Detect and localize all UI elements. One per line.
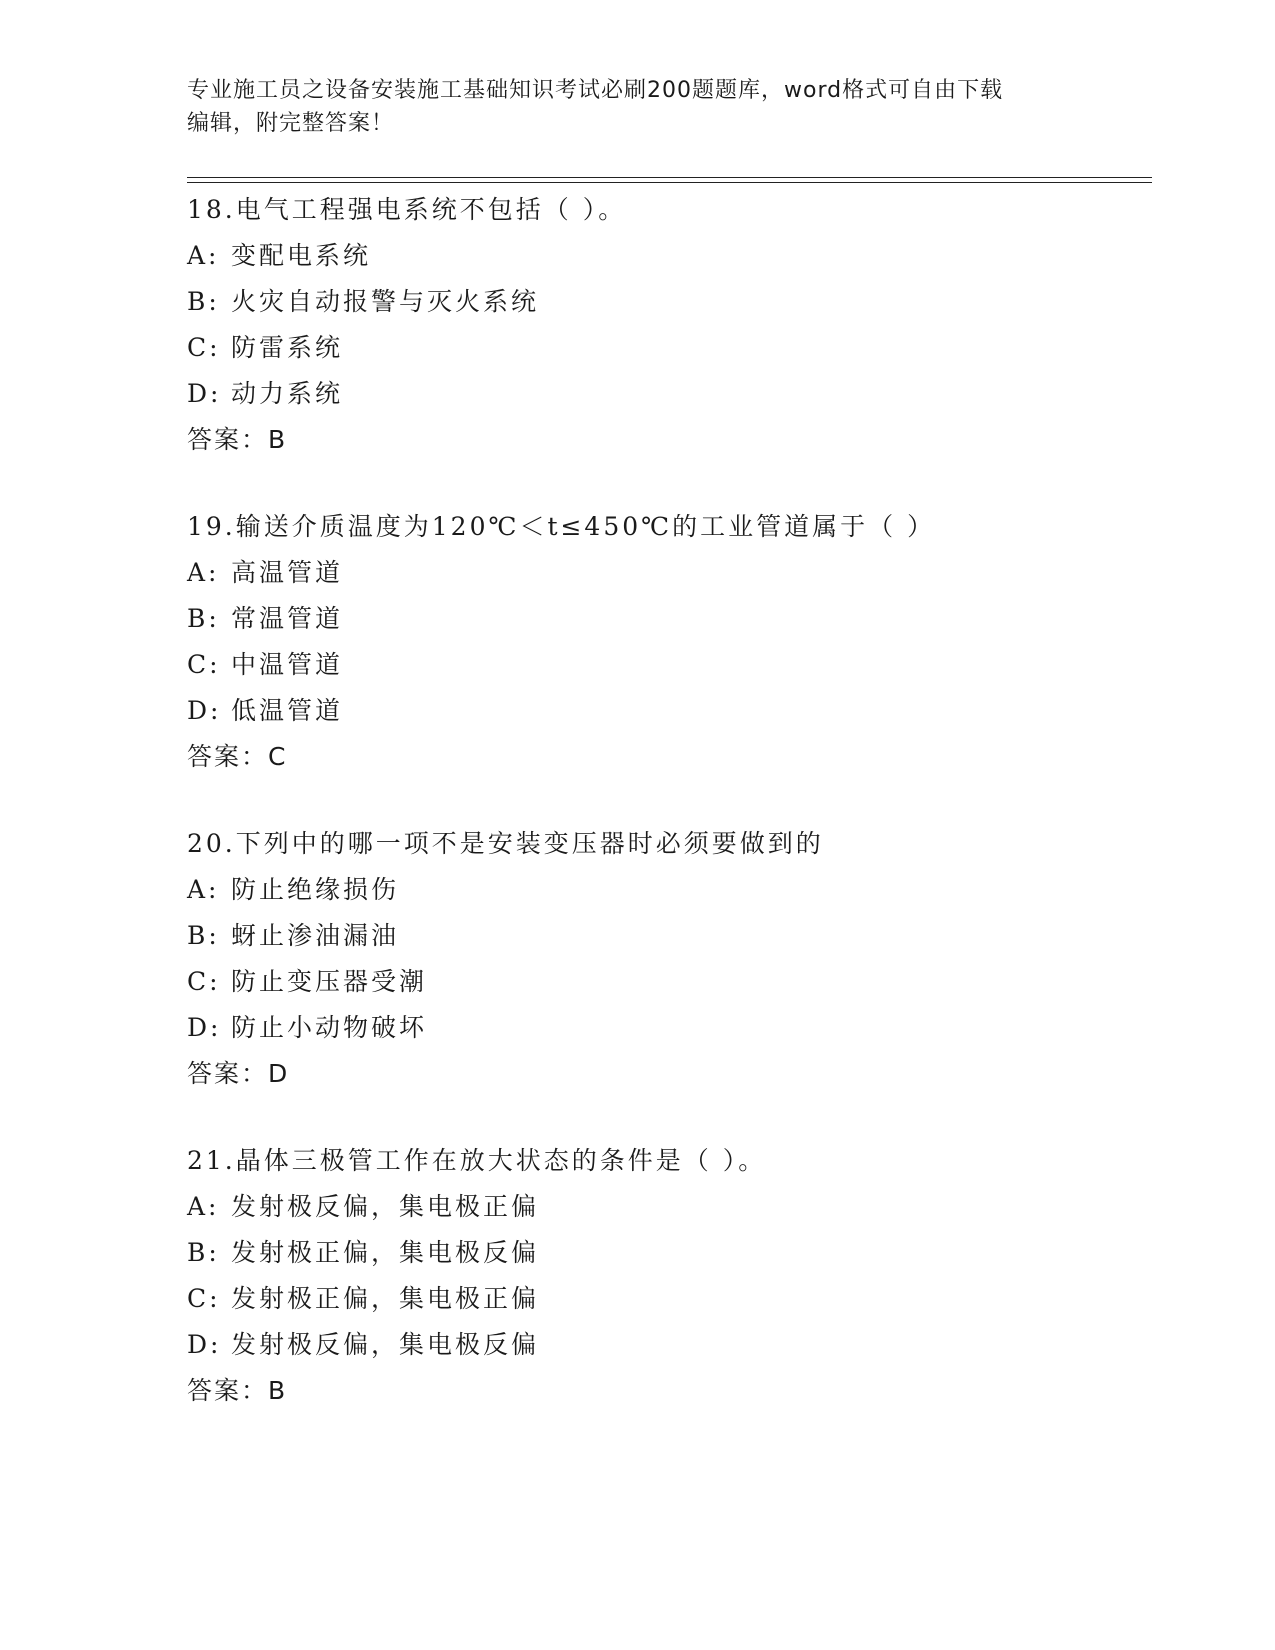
option-text: 发射极反偏，集电极反偏 [231,1330,540,1359]
option-key: B: [187,1238,220,1267]
question-block [187,504,1137,780]
question-block [187,187,1137,463]
option-key: C: [187,333,221,362]
question-stem: 20.下列中的哪一项不是安装变压器时必须要做到的 [187,829,824,858]
option-text: 防雷系统 [231,333,344,362]
answer-line: 答案：D [187,1059,290,1088]
option-key: D: [187,696,222,725]
option-b [187,913,1137,959]
option-text: 发射极正偏，集电极反偏 [231,1238,540,1267]
option-c [187,642,1137,688]
option-d [187,688,1137,734]
option-text: 发射极正偏，集电极正偏 [231,1284,540,1313]
option-key: B: [187,604,220,633]
option-key: D: [187,1330,222,1359]
header-line-2: 编辑，附完整答案！ [187,111,395,136]
document-header [187,74,1087,140]
option-text: 发射极反偏，集电极正偏 [231,1192,540,1221]
option-key: C: [187,1284,221,1313]
option-a [187,1184,1137,1230]
option-text: 防止变压器受潮 [231,967,428,996]
option-d [187,371,1137,417]
option-key: C: [187,967,221,996]
question-block [187,821,1137,1097]
question-block [187,1138,1137,1414]
question-stem: 18.电气工程强电系统不包括（ ）。 [187,195,627,224]
option-key: A: [187,558,220,587]
answer-line: 答案：B [187,1376,288,1405]
question-stem: 21.晶体三极管工作在放大状态的条件是（ ）。 [187,1146,767,1175]
option-c [187,959,1137,1005]
option-text: 变配电系统 [231,241,372,270]
option-a [187,550,1137,596]
option-text: 低温管道 [231,696,344,725]
option-text: 动力系统 [231,379,344,408]
header-divider-bottom [187,182,1152,183]
option-text: 防止小动物破坏 [231,1013,428,1042]
option-text: 防止绝缘损伤 [231,875,400,904]
option-key: A: [187,875,220,904]
option-text: 火灾自动报警与灭火系统 [231,287,540,316]
option-key: C: [187,650,221,679]
header-line-1: 专业施工员之设备安装施工基础知识考试必刷200题题库，word格式可自由下载 [187,78,1004,103]
option-key: D: [187,1013,222,1042]
answer-line: 答案：C [187,742,288,771]
option-key: A: [187,241,220,270]
header-divider-top [187,177,1152,178]
option-key: B: [187,287,220,316]
option-d [187,1322,1137,1368]
option-text: 中温管道 [231,650,344,679]
option-key: D: [187,379,222,408]
option-b [187,596,1137,642]
option-c [187,1276,1137,1322]
option-a [187,233,1137,279]
option-text: 常温管道 [231,604,344,633]
option-text: 高温管道 [231,558,344,587]
option-text: 蚜止渗油漏油 [231,921,400,950]
option-b [187,1230,1137,1276]
answer-line: 答案：B [187,425,288,454]
option-d [187,1005,1137,1051]
option-b [187,279,1137,325]
option-c [187,325,1137,371]
option-a [187,867,1137,913]
question-stem: 19.输送介质温度为120℃＜t≤450℃的工业管道属于（ ） [187,512,936,541]
option-key: B: [187,921,220,950]
option-key: A: [187,1192,220,1221]
